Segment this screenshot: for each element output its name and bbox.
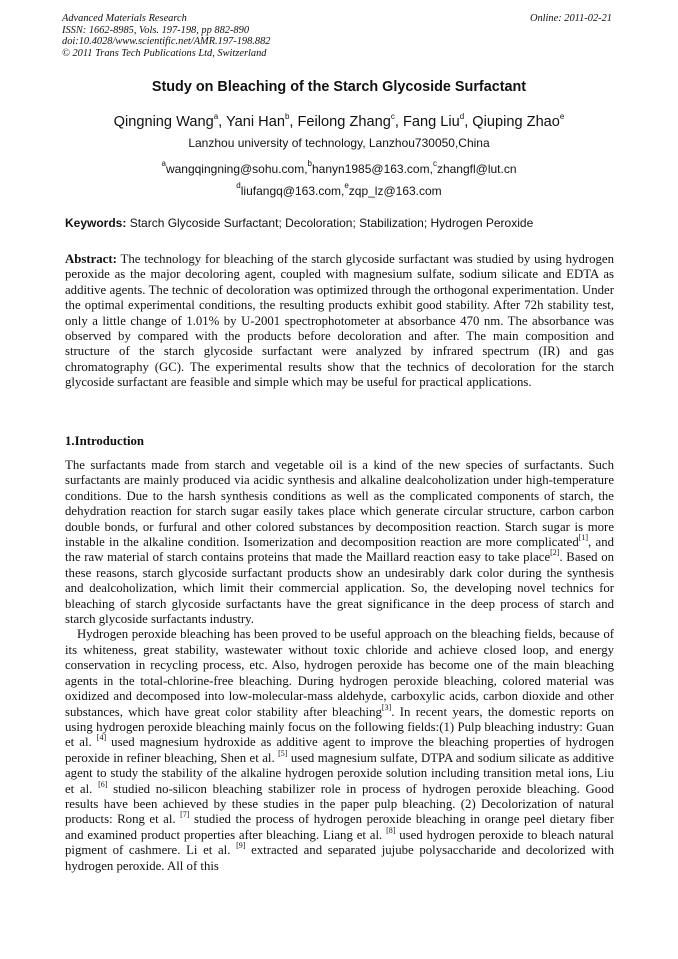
email-mark: d <box>236 181 241 190</box>
text-run: The surfactants made from starch and vegetable oil is a kind of the new species of surfactants. Such surfactants are mainly produced via acidic synthesis and alkaline dealcoholization under high-temperature conditions. Due to the harsh synthesis conditions as well as the complicated components of starch, the dehydration reaction for starch sugar easily takes place which generate circular structure, carbon carbon double bonds, or furfural and other colored substances by decomposition reaction. Starch sugar is more instable in the alkaline condition. Isomerization and decomposition reaction are more complicated <box>65 458 614 550</box>
email-mark: c <box>432 159 437 168</box>
text-run: used magnesium sulfate, DTPA and sodium silicate as additive agent to study the stability of the alkaline hydrogen peroxide solution including transition metal ions, Liu et al. <box>65 750 614 796</box>
author-affiliation-mark: e <box>559 112 565 121</box>
email-line-1 <box>0 159 678 176</box>
citation-ref[interactable]: [1] <box>578 533 589 543</box>
citation-ref[interactable]: [2] <box>550 548 560 558</box>
citation-ref[interactable]: [6] <box>98 779 108 789</box>
paper-title: Study on Bleaching of the Starch Glycoside Surfactant <box>151 79 527 95</box>
email-mark: a <box>161 159 166 168</box>
citation-ref[interactable]: [3] <box>381 702 392 712</box>
email-mark: e <box>344 181 349 190</box>
citation-ref[interactable]: [8] <box>386 825 396 835</box>
citation-ref[interactable]: [9] <box>236 841 246 851</box>
text-run: used magnesium hydroxide as additive agent to improve the bleaching properties of hydrogen peroxide in refiner bleaching, Shen et al. <box>65 735 614 765</box>
text-run: . In recent years, the domestic reports on using hydrogen peroxide bleaching mainly focus on the following fields:(1) Pulp bleaching industry: Guan et al. <box>65 704 614 750</box>
author-name: Feilong Zhang <box>297 114 391 130</box>
text-run: studied the process of hydrogen peroxide bleaching in orange peel dietary fiber and examined product properties after bleaching. Liang et al. <box>65 812 614 842</box>
text-run: used hydrogen peroxide to bleach natural pigment of cashmere. Li et al. <box>65 827 614 858</box>
journal-header <box>62 13 270 59</box>
author-affiliation-mark: b <box>284 112 290 121</box>
citation-ref[interactable]: [7] <box>180 810 190 820</box>
email-address[interactable]: zhangfl@lut.cn <box>436 162 517 176</box>
issn-line: ISSN: 1662-8985, Vols. 197-198, pp 882-890 <box>62 24 250 36</box>
keywords <box>65 216 533 230</box>
keywords-label: Keywords: <box>65 216 127 230</box>
abstract-text: The technology for bleaching of the starch glycoside surfactant was studied by using hydrogen peroxide as the major decoloring agent, coupled with magnesium sulfate, sodium silicate and EDTA as additive agents. The technic of decoloration was optimized through the orthogonal experimentation. Under the optimal experimental conditions, the resulting products exhibit good stability. After 72h stability test, only a little change of 1.01% by U-2001 spectrophotometer at absorbance 470 nm. The absorbance was observed by compared with the products before decoloration and after. The main composition and structure of the starch glycoside surfactant were analyzed by infrared spectrum (IR) and gas chromatography (GC). The experimental results show that the technics of decoloration for the starch glycoside surfactant are feasible and simple which may be useful for practical applications. <box>65 252 614 390</box>
body-paragraph <box>65 627 614 874</box>
abstract <box>65 252 614 391</box>
author-name: Yani Han <box>226 114 285 130</box>
email-address[interactable]: hanyn1985@163.com, <box>312 162 433 176</box>
email-address[interactable]: wangqingning@sohu.com, <box>165 162 308 176</box>
email-address[interactable]: zqp_lz@163.com <box>348 184 442 198</box>
citation-ref[interactable]: [5] <box>278 748 288 758</box>
text-run: , and the raw material of starch contains proteins that made the Maillard reaction easy to take place <box>65 535 614 565</box>
author-name: Fang Liu <box>402 114 460 130</box>
text-run: extracted and separated jujube polysaccharide and decolorized with hydrogen peroxide. All of this <box>65 843 614 873</box>
author-name: Qingning Wang <box>113 114 214 130</box>
abstract-label: Abstract: <box>65 252 117 266</box>
online-date: Online: 2011-02-21 <box>529 13 612 24</box>
keywords-text: Starch Glycoside Surfactant; Decoloration; Stabilization; Hydrogen Peroxide <box>129 216 534 230</box>
author-affiliation-mark: c <box>390 112 395 121</box>
author-list: Qingning Wang$^a$, Yani Han$^b$, Feilong Zhang$^c$, Fang Liu$^d$, Qiuping Zhao$^e$ <box>113 112 565 130</box>
body-paragraph <box>65 458 614 627</box>
author-affiliation-mark: a <box>213 112 219 121</box>
author-name: Qiuping Zhao <box>472 114 560 130</box>
email-line-2 <box>0 181 678 198</box>
journal-name: Advanced Materials Research <box>62 13 187 24</box>
text-run: studied no-silicon bleaching stabilizer role in process of hydrogen peroxide bleaching. Good results have been achieved by these studies in the paper pulp bleaching. (2) Decolorization of natural products: Rong et al. <box>65 781 614 827</box>
copyright-line: © 2011 Trans Tech Publications Ltd, Switzerland <box>62 47 267 59</box>
text-run: . Based on these reasons, starch glycoside surfactant products show an undesirably dark color during the synthesis and dealcoholization, which limit their commercial application. So, the developing novel technics for bleaching of starch glycoside surfactants have the great significance in the deep process of starch and starch glycoside surfactants industry. <box>65 550 615 627</box>
citation-ref[interactable]: [4] <box>96 733 107 743</box>
email-address[interactable]: liufangq@163.com, <box>240 184 345 198</box>
affiliation: Lanzhou university of technology, Lanzhou730050,China <box>188 136 490 150</box>
section-heading: 1.Introduction <box>65 434 145 448</box>
introduction-body <box>65 458 614 874</box>
email-mark: b <box>307 159 312 168</box>
doi-line[interactable]: doi:10.4028/www.scientific.net/AMR.197-198.882 <box>62 36 271 48</box>
author-affiliation-mark: d <box>459 112 465 121</box>
text-run: Hydrogen peroxide bleaching has been proved to be useful approach on the bleaching fields, because of its whiteness, great stability, wastewater without toxic chloride and achieve closed loop, and energy conservation in recycling process, etc. Also, hydrogen peroxide has become one of the main bleaching agents in the total-chlorine-free bleaching. During hydrogen peroxide bleaching, colored material was oxidized and decomposed into low-molecular-mass aldehyde, carboxylic acids, carbon dioxide and other substances, which have great color stability after bleaching <box>65 627 614 719</box>
